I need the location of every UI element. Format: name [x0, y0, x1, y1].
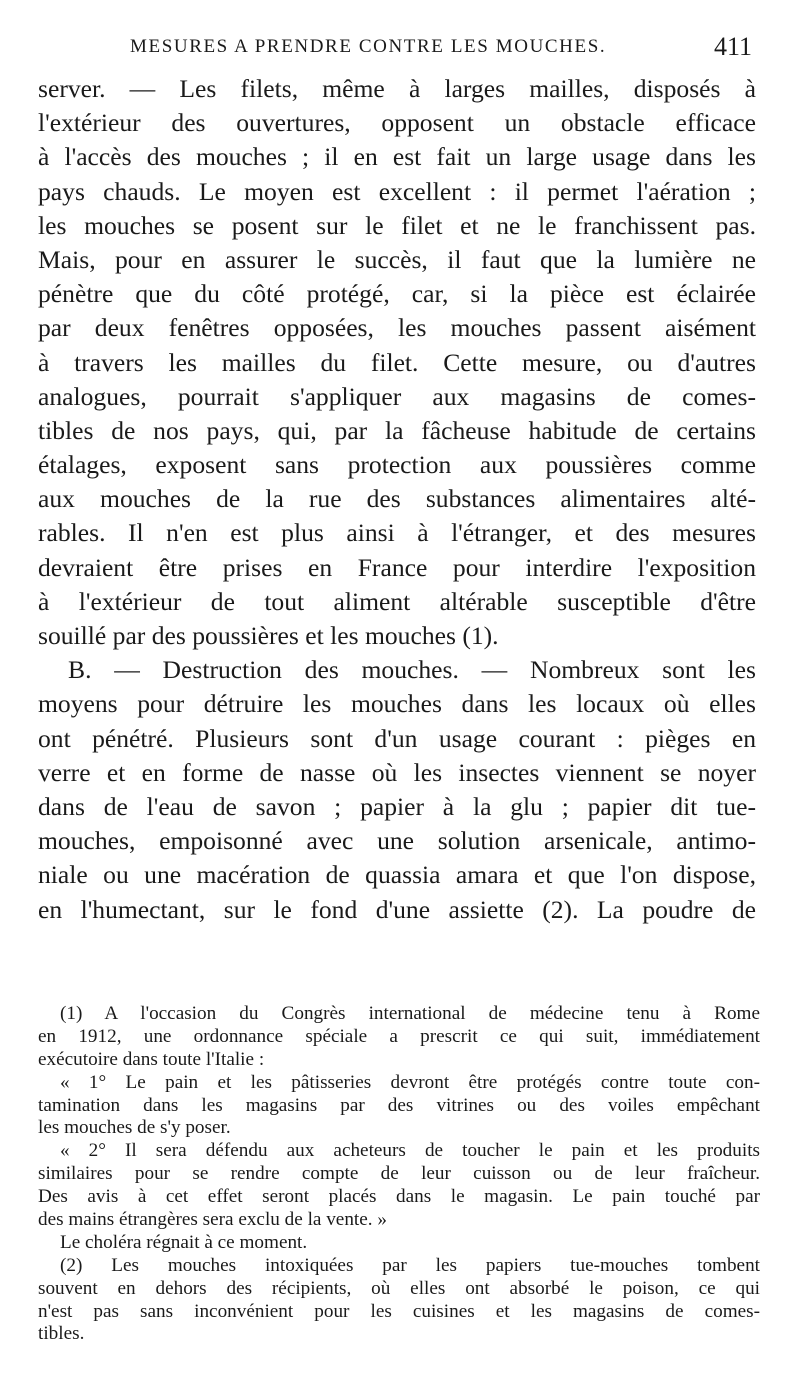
page-header	[38, 32, 762, 66]
body-line: par deux fenêtres opposées, les mouches passent aisément	[38, 313, 756, 343]
body-line: server. — Les filets, même à larges mailles, disposés à	[38, 74, 756, 103]
body-line: pénètre que du côté protégé, car, si la pièce est éclairée	[38, 279, 756, 309]
page-number: 411	[713, 32, 752, 61]
footnote-line: tibles.	[38, 1323, 85, 1345]
footnote-line: Le choléra régnait à ce moment.	[60, 1231, 308, 1253]
body-line: tibles de nos pays, qui, par la fâcheuse habitude de certains	[38, 415, 756, 445]
body-line: étalages, exposent sans protection aux poussières comme	[38, 450, 756, 480]
body-line: souillé par des poussières et les mouches (1).	[38, 621, 499, 650]
footnote-line: exécutoire dans toute l'Italie :	[38, 1048, 265, 1070]
body-line: ont pénétré. Plusieurs sont d'un usage courant : pièges en	[38, 723, 756, 753]
footnote-line: les mouches de s'y poser.	[38, 1117, 231, 1139]
footnote-line: « 1° Le pain et les pâtisseries devront être protégés contre toute con-	[60, 1071, 760, 1093]
footnote-line: en 1912, une ordonnance spéciale a prescrit ce qui suit, immédiatement	[38, 1025, 760, 1047]
body-line: rables. Il n'en est plus ainsi à l'étranger, et des mesures	[38, 518, 756, 548]
footnote-line: Des avis à cet effet seront placés dans le magasin. Le pain touché par	[38, 1186, 760, 1208]
footnote-line: (1) A l'occasion du Congrès international de médecine tenu à Rome	[60, 1003, 760, 1024]
body-line: l'extérieur des ouvertures, opposent un obstacle efficace	[38, 108, 756, 138]
body-line: Mais, pour en assurer le succès, il faut que la lumière ne	[38, 244, 756, 274]
body-line: mouches, empoisonné avec une solution arsenicale, antimo-	[38, 826, 756, 856]
footnote-line: similaires pour se rendre compte de leur cuisson ou de leur fraîcheur.	[38, 1163, 760, 1185]
body-line: à travers les mailles du filet. Cette mesure, ou d'autres	[38, 347, 756, 377]
body-line: devraient être prises en France pour interdire l'exposition	[38, 552, 756, 582]
footnote-line: souvent en dehors des récipients, où elles ont absorbé le poison, ce qui	[38, 1277, 760, 1299]
body-line: analogues, pourrait s'appliquer aux magasins de comes-	[38, 381, 756, 411]
body-line: en l'humectant, sur le fond d'une assiette (2). La poudre de	[38, 894, 756, 924]
body-line: aux mouches de la rue des substances alimentaires alté-	[38, 484, 756, 514]
body-text	[38, 72, 756, 927]
footnote-line: (2) Les mouches intoxiquées par les papiers tue-mouches tombent	[60, 1254, 760, 1276]
body-line: verre et en forme de nasse où les insectes viennent se noyer	[38, 757, 756, 787]
running-title: MESURES A PRENDRE CONTRE LES MOUCHES.	[130, 36, 607, 57]
body-line: niale ou une macération de quassia amara et que l'on dispose,	[38, 860, 756, 890]
footnote-line: n'est pas sans inconvénient pour les cuisines et les magasins de comes-	[38, 1300, 760, 1322]
body-line: dans de l'eau de savon ; papier à la glu ; papier dit tue-	[38, 791, 756, 821]
body-line: à l'extérieur de tout aliment altérable susceptible d'être	[38, 586, 756, 616]
body-line: les mouches se posent sur le filet et ne le franchissent pas.	[38, 210, 756, 240]
body-line: à l'accès des mouches ; il en est fait un large usage dans les	[38, 142, 756, 172]
section-heading-line: B. — Destruction des mouches. — Nombreux sont les	[68, 655, 756, 685]
body-line: moyens pour détruire les mouches dans les locaux où elles	[38, 689, 756, 719]
footnotes	[38, 1003, 760, 1346]
footnote-line: « 2° Il sera défendu aux acheteurs de toucher le pain et les produits	[60, 1140, 760, 1162]
footnote-line: tamination dans les magasins par des vitrines ou des voiles empêchant	[38, 1094, 760, 1116]
footnote-line: des mains étrangères sera exclu de la vente. »	[38, 1209, 387, 1231]
body-line: pays chauds. Le moyen est excellent : il permet l'aération ;	[38, 176, 756, 206]
